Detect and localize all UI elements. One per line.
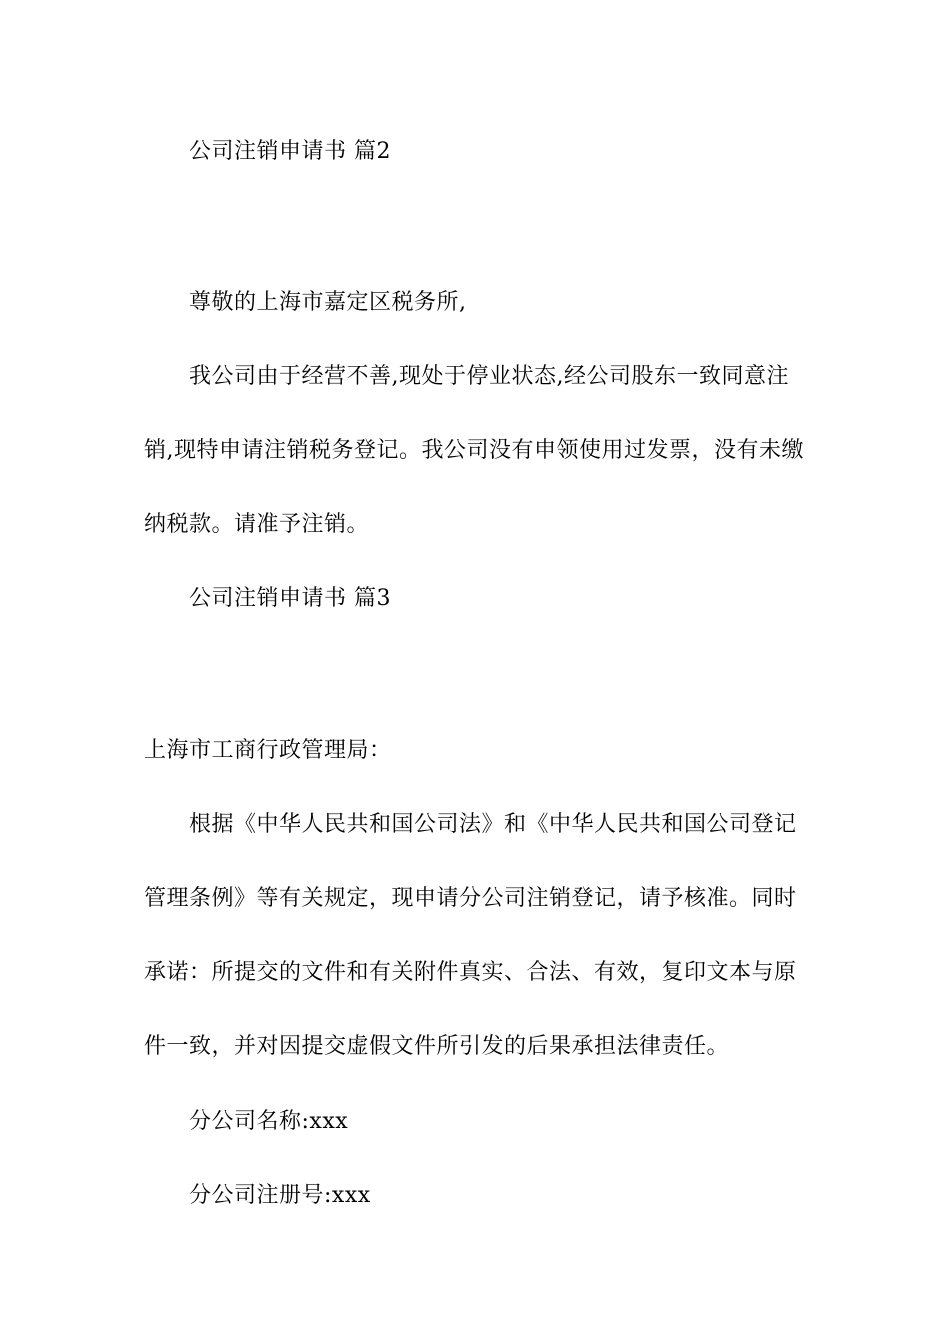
- section3-body-line: 件一致，并对因提交虚假文件所引发的后果承担法律责任。: [144, 1034, 730, 1059]
- section3-body-line: 根据《中华人民共和国公司法》和《中华人民共和国公司登记: [189, 812, 797, 837]
- branch-registration-number-field: 分公司注册号:xxx: [189, 1183, 371, 1208]
- section2-salutation: 尊敬的上海市嘉定区税务所,: [189, 290, 467, 315]
- branch-name-field: 分公司名称:xxx: [189, 1109, 349, 1134]
- section2-body-line: 销,现特申请注销税务登记。我公司没有申领使用过发票，没有未缴: [144, 438, 804, 463]
- section3-body-line: 承诺：所提交的文件和有关附件真实、合法、有效，复印文本与原: [144, 960, 797, 985]
- section3-salutation: 上海市工商行政管理局：: [144, 738, 392, 763]
- section3-body-line: 管理条例》等有关规定，现申请分公司注销登记，请予核准。同时: [144, 886, 797, 911]
- section2-body-line: 纳税款。请准予注销。: [144, 512, 370, 537]
- section2-heading: 公司注销申请书 篇2: [189, 139, 391, 164]
- section2-body-line: 我公司由于经营不善,现处于停业状态,经公司股东一致同意注: [189, 364, 789, 389]
- section3-heading: 公司注销申请书 篇3: [189, 586, 391, 611]
